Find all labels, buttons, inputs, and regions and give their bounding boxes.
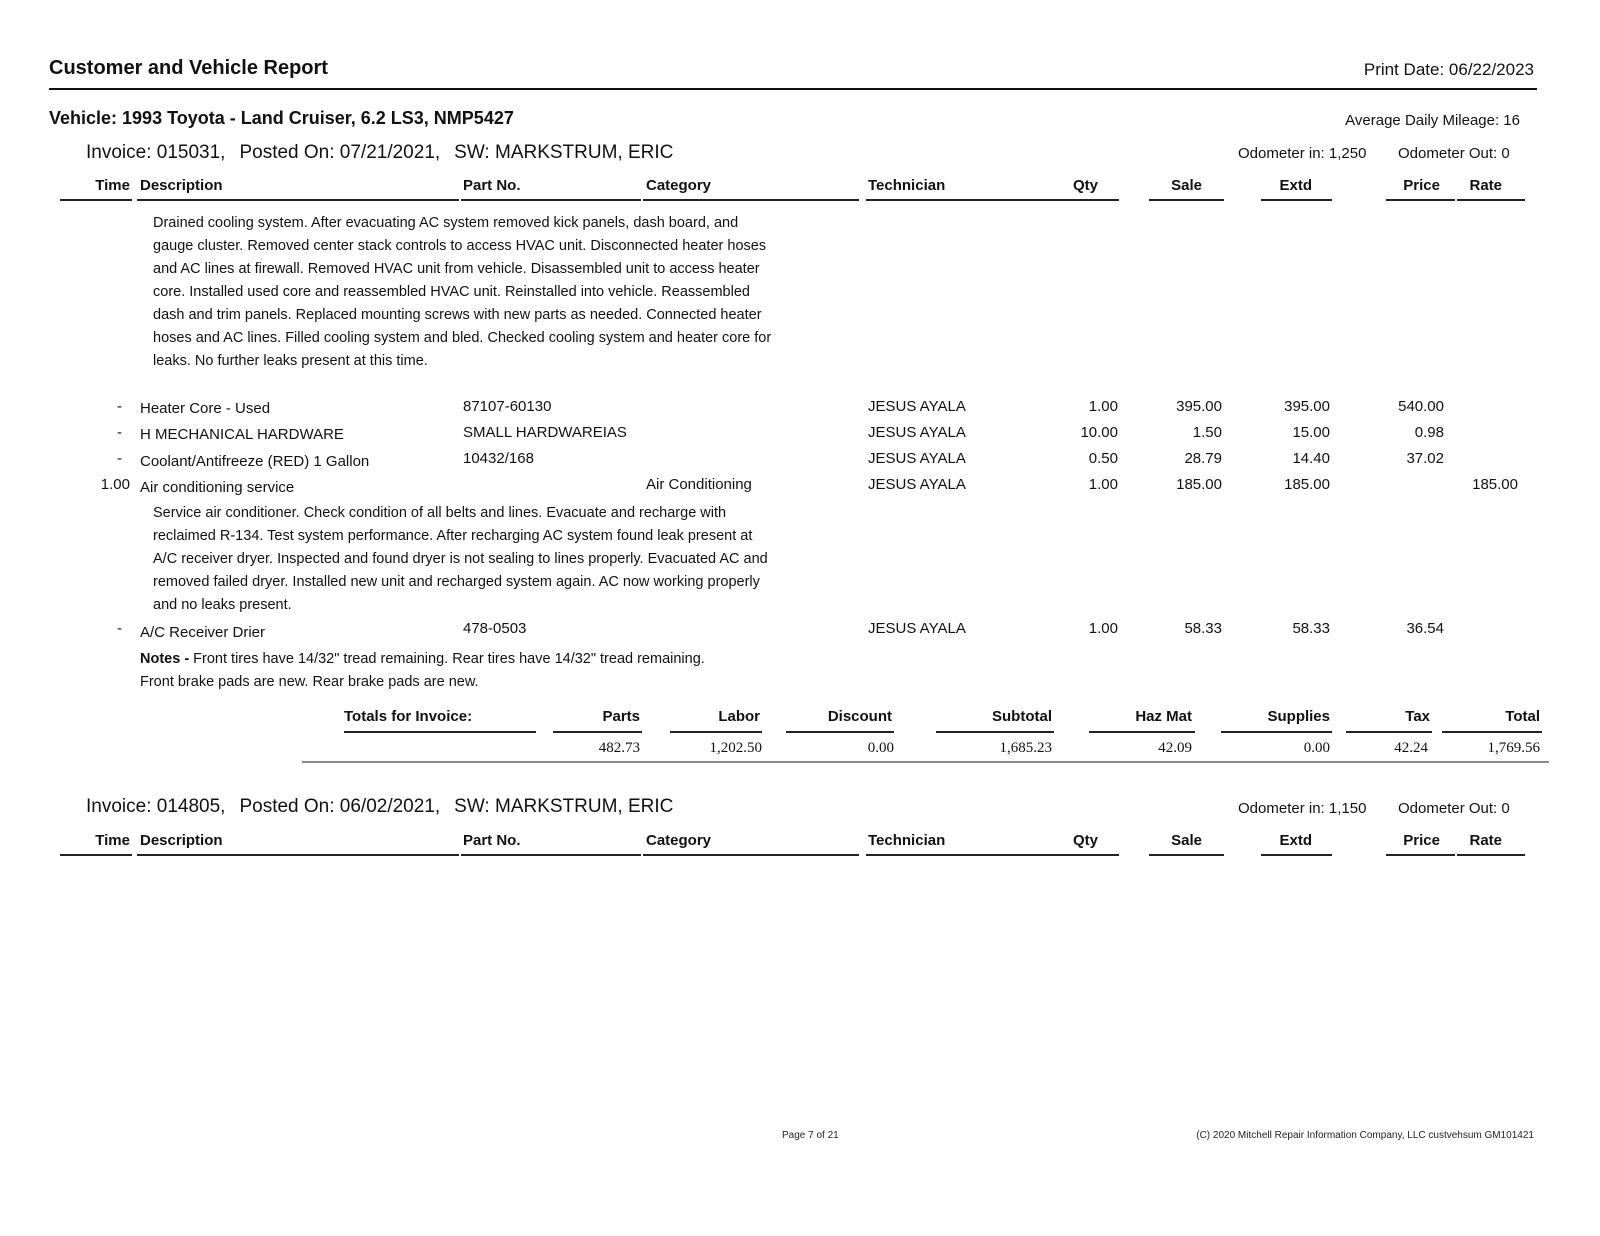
totals-underline <box>936 731 1054 733</box>
cell-description: Air conditioning service <box>140 479 295 496</box>
invoice-number: Invoice: 014805, <box>86 796 226 817</box>
odometer-in: Odometer in: 1,150 <box>1238 800 1367 817</box>
cell-time: 1.00 <box>100 476 130 493</box>
header-underline <box>1149 199 1224 201</box>
header-underline <box>60 199 132 201</box>
service-writer: SW: MARKSTRUM, ERIC <box>454 142 674 163</box>
cell-price: 540.00 <box>1398 398 1444 415</box>
col-rate: Rate <box>1469 177 1502 194</box>
totals-parts-value: 482.73 <box>598 740 640 756</box>
cell-time: - <box>117 620 122 637</box>
totals-underline <box>1221 731 1332 733</box>
col-description: Description <box>140 177 223 194</box>
cell-extd: 14.40 <box>1292 450 1330 467</box>
totals-label: Totals for Invoice: <box>344 708 473 725</box>
cell-part-no: 87107-60130 <box>463 398 552 415</box>
cell-sale: 28.79 <box>1184 450 1222 467</box>
totals-underline <box>553 731 642 733</box>
totals-hazmat-value: 42.09 <box>1158 740 1192 756</box>
cell-description: A/C Receiver Drier <box>140 624 266 641</box>
col-category: Category <box>646 832 712 849</box>
odometer-out: Odometer Out: 0 <box>1398 145 1510 162</box>
cell-extd: 15.00 <box>1292 424 1330 441</box>
print-date: Print Date: 06/22/2023 <box>1363 60 1534 79</box>
cell-technician: JESUS AYALA <box>868 398 966 415</box>
header-underline <box>1457 854 1525 856</box>
header-underline <box>866 854 1119 856</box>
col-price: Price <box>1403 832 1440 849</box>
totals-underline <box>670 731 762 733</box>
totals-subtotal-value: 1,685.23 <box>999 740 1052 756</box>
col-part-no: Part No. <box>463 177 521 194</box>
invoice-notes <box>140 648 720 694</box>
invoice-number: Invoice: 015031, <box>86 142 226 163</box>
totals-underline <box>1346 731 1432 733</box>
notes-text: Front tires have 14/32" tread remaining. Rear tires have 14/32" tread remaining. Front brake pads are new. Rear brake pads are new. <box>140 651 705 690</box>
cell-price: 37.02 <box>1406 450 1444 467</box>
col-description: Description <box>140 832 223 849</box>
cell-time: - <box>117 398 122 415</box>
totals-underline <box>344 731 536 733</box>
header-underline <box>137 199 459 201</box>
totals-total-label: Total <box>1505 708 1540 725</box>
cell-technician: JESUS AYALA <box>868 476 966 493</box>
totals-supplies-label: Supplies <box>1267 708 1330 725</box>
col-technician: Technician <box>868 832 946 849</box>
cell-sale: 395.00 <box>1176 398 1222 415</box>
col-technician: Technician <box>868 177 946 194</box>
header-underline <box>1149 854 1224 856</box>
cell-sale: 1.50 <box>1192 424 1222 441</box>
header-underline <box>643 854 859 856</box>
totals-hazmat-label: Haz Mat <box>1135 708 1192 725</box>
col-sale: Sale <box>1171 832 1202 849</box>
page-number: Page 7 of 21 <box>782 1130 839 1141</box>
col-price: Price <box>1403 177 1440 194</box>
header-underline <box>643 199 859 201</box>
posted-on: Posted On: 07/21/2021, <box>239 142 441 163</box>
cell-technician: JESUS AYALA <box>868 620 966 637</box>
totals-subtotal-label: Subtotal <box>992 708 1052 725</box>
totals-labor-label: Labor <box>718 708 760 725</box>
header-underline <box>866 199 1119 201</box>
totals-labor-value: 1,202.50 <box>709 740 762 756</box>
cell-category: Air Conditioning <box>646 476 752 493</box>
cell-technician: JESUS AYALA <box>868 450 966 467</box>
col-extd: Extd <box>1279 832 1312 849</box>
cell-description: Coolant/Antifreeze (RED) 1 Gallon <box>140 453 370 470</box>
job-description: Service air conditioner. Check condition of all belts and lines. Evacuate and recharge with reclaimed R-134. Test system performance. After recharging AC system found leak present at A/C receiver dryer. Inspected and found dryer is not sealing to lines properly. Evacuated AC and removed failed dryer. Installed new unit and recharged system again. AC now working properly and no leaks present. <box>153 505 768 613</box>
cell-rate: 185.00 <box>1472 476 1518 493</box>
cell-time: - <box>117 450 122 467</box>
totals-discount-label: Discount <box>827 708 892 725</box>
header-underline <box>1386 854 1455 856</box>
cell-extd: 185.00 <box>1284 476 1330 493</box>
header-underline <box>60 854 132 856</box>
col-time: Time <box>95 177 130 194</box>
vehicle-title: Vehicle: 1993 Toyota - Land Cruiser, 6.2 LS3, NMP5427 <box>49 108 514 128</box>
header-underline <box>1457 199 1525 201</box>
totals-tax-value: 42.24 <box>1394 740 1428 756</box>
col-qty: Qty <box>1072 832 1098 849</box>
invoice-header <box>86 796 687 818</box>
cell-technician: JESUS AYALA <box>868 424 966 441</box>
report-title: Customer and Vehicle Report <box>49 57 328 79</box>
header-underline <box>1386 199 1455 201</box>
posted-on: Posted On: 06/02/2021, <box>239 796 441 817</box>
totals-total-value: 1,769.56 <box>1487 740 1540 756</box>
header-underline <box>1261 199 1332 201</box>
cell-extd: 395.00 <box>1284 398 1330 415</box>
col-extd: Extd <box>1279 177 1312 194</box>
cell-qty: 1.00 <box>1088 476 1118 493</box>
col-part-no: Part No. <box>463 832 521 849</box>
cell-qty: 0.50 <box>1088 450 1118 467</box>
odometer-in: Odometer in: 1,250 <box>1238 145 1367 162</box>
totals-bottom-rule <box>302 761 1549 763</box>
title-divider <box>49 88 1537 90</box>
notes-label: Notes - <box>140 651 190 667</box>
header-underline <box>137 854 459 856</box>
service-writer: SW: MARKSTRUM, ERIC <box>454 796 674 817</box>
cell-price: 36.54 <box>1406 620 1444 637</box>
totals-underline <box>1442 731 1542 733</box>
cell-part-no: 478-0503 <box>463 620 527 637</box>
cell-part-no: SMALL HARDWAREIAS <box>463 424 627 441</box>
average-daily-mileage: Average Daily Mileage: 16 <box>1345 112 1520 129</box>
odometer-out: Odometer Out: 0 <box>1398 800 1510 817</box>
cell-price: 0.98 <box>1414 424 1444 441</box>
col-qty: Qty <box>1072 177 1098 194</box>
invoice-header <box>86 142 687 164</box>
cell-sale: 58.33 <box>1184 620 1222 637</box>
header-underline <box>461 854 641 856</box>
col-sale: Sale <box>1171 177 1202 194</box>
job-description: Drained cooling system. After evacuating AC system removed kick panels, dash board, and gauge cluster. Removed center stack controls to access HVAC unit. Disconnected heater hoses and AC lines at firewall. Removed HVAC unit from vehicle. Disassembled unit to access heater core. Installed used core and reassembled HVAC unit. Reinstalled into vehicle. Reassembled dash and trim panels. Replaced mounting screws with new parts as needed. Connected heater hoses and AC lines. Filled cooling system and bled. Checked cooling system and heater core for leaks. No further leaks present at this time. <box>153 215 772 369</box>
header-underline <box>461 199 641 201</box>
col-time: Time <box>95 832 130 849</box>
totals-parts-label: Parts <box>602 708 640 725</box>
totals-underline <box>786 731 894 733</box>
header-underline <box>1261 854 1332 856</box>
cell-part-no: 10432/168 <box>463 450 534 467</box>
copyright: (C) 2020 Mitchell Repair Information Company, LLC custvehsum GM101421 <box>1196 1130 1534 1141</box>
totals-underline <box>1089 731 1195 733</box>
col-rate: Rate <box>1469 832 1502 849</box>
totals-supplies-value: 0.00 <box>1303 740 1330 756</box>
cell-extd: 58.33 <box>1292 620 1330 637</box>
cell-qty: 1.00 <box>1088 398 1118 415</box>
cell-qty: 10.00 <box>1080 424 1118 441</box>
col-category: Category <box>646 177 712 194</box>
cell-sale: 185.00 <box>1176 476 1222 493</box>
totals-discount-value: 0.00 <box>867 740 894 756</box>
cell-description: Heater Core - Used <box>140 400 271 417</box>
cell-description: H MECHANICAL HARDWARE <box>140 426 344 443</box>
cell-time: - <box>117 424 122 441</box>
totals-tax-label: Tax <box>1405 708 1430 725</box>
cell-qty: 1.00 <box>1088 620 1118 637</box>
